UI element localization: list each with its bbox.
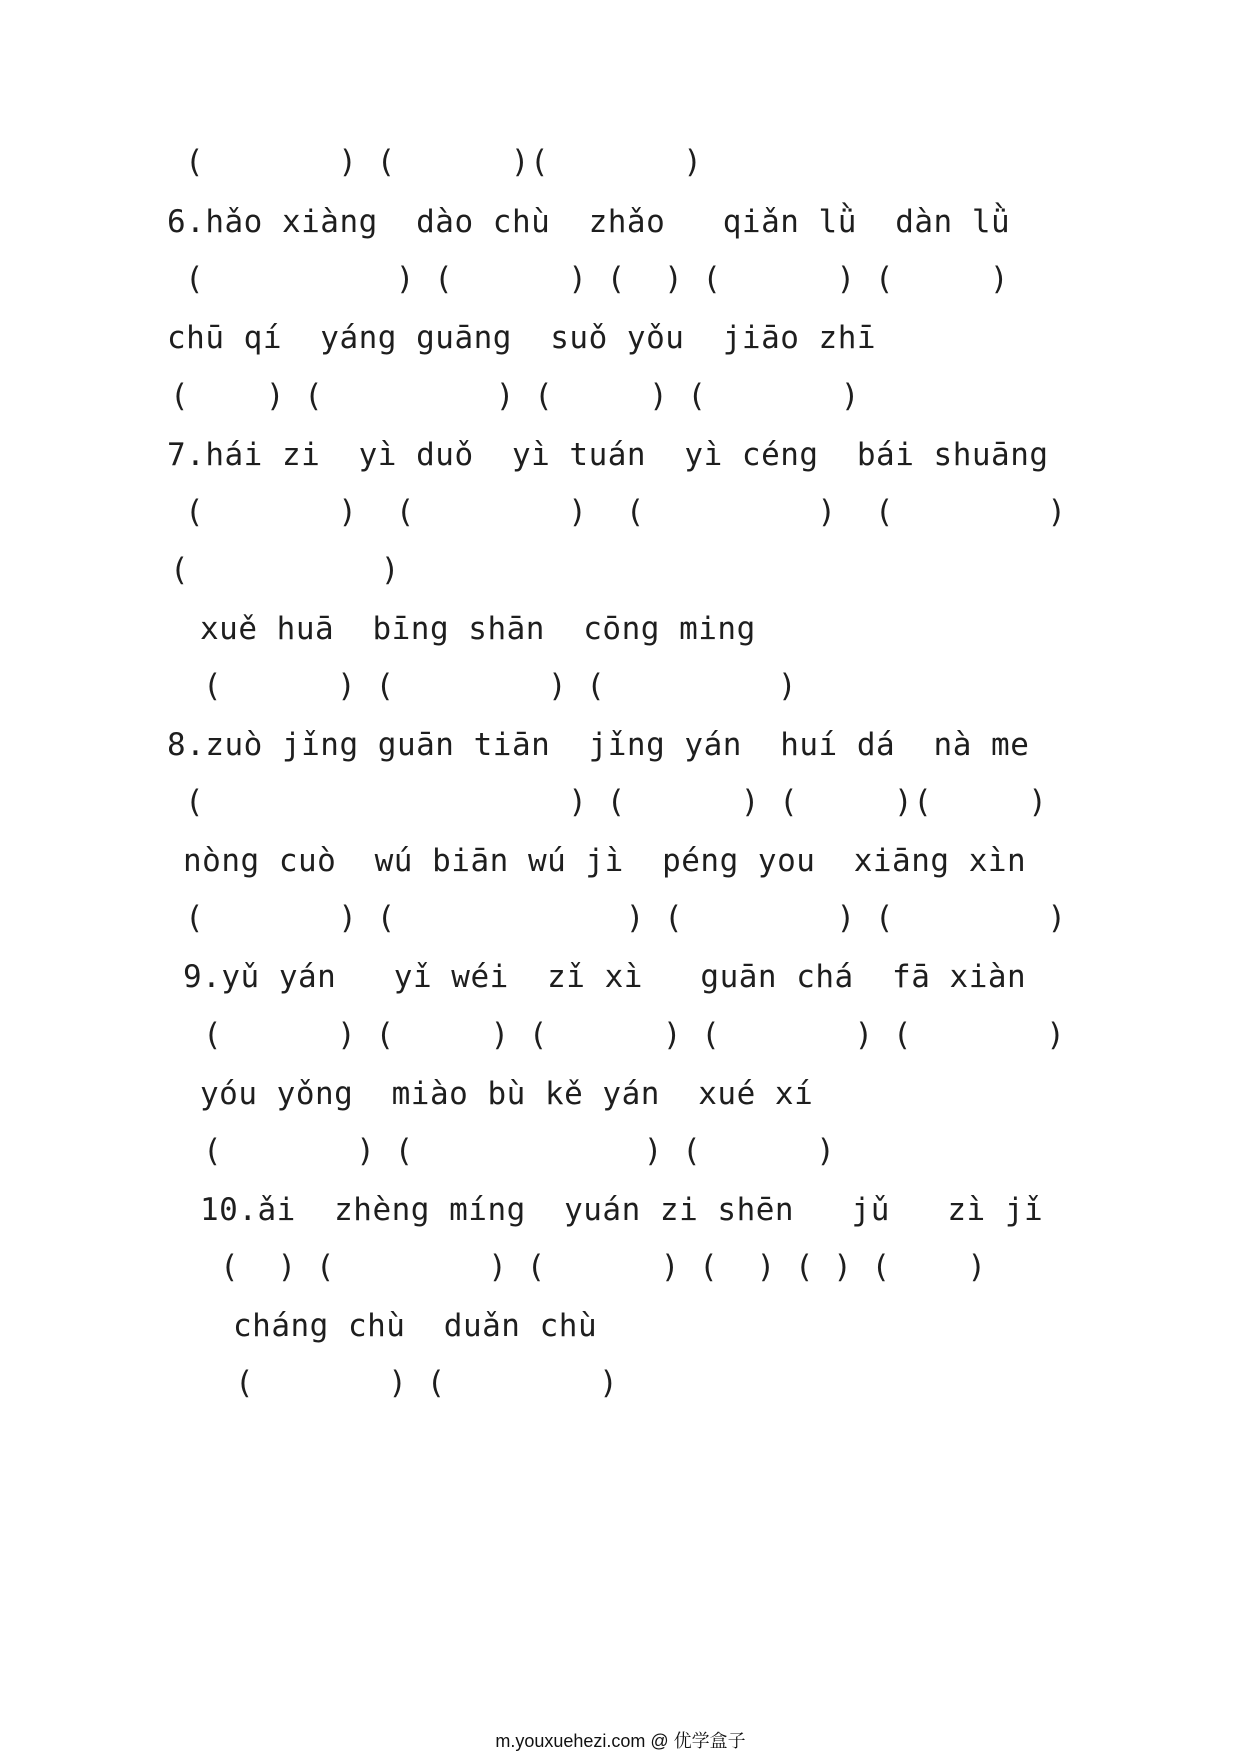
pinyin-line: nòng cuò wú biān wú jì péng you xiāng xìn — [183, 843, 1027, 879]
footer-watermark: m.youxuehezi.com @ 优学盒子 — [495, 1731, 746, 1751]
answer-line: ( ) ( ) ( ) — [203, 1133, 836, 1169]
answer-line: ( ) ( ) ( ) ( ) — [170, 378, 860, 414]
answer-line: ( ) ( ) ( ) ( ) ( ) ( ) — [220, 1249, 987, 1285]
pinyin-line: 10.ǎi zhèng míng yuán zi shēn jǔ zì jǐ — [200, 1192, 1044, 1228]
answer-line: ( ) ( ) ( ) ( ) — [185, 900, 1067, 936]
answer-line: ( ) ( ) ( ) — [203, 668, 798, 704]
pinyin-line: chū qí yáng guāng suǒ yǒu jiāo zhī — [167, 320, 877, 356]
pinyin-line: cháng chù duǎn chù — [233, 1308, 598, 1344]
answer-line: ( ) ( ) — [235, 1365, 619, 1401]
pinyin-line: yóu yǒng miào bù kě yán xué xí — [200, 1076, 814, 1112]
pinyin-line: 9.yǔ yán yǐ wéi zǐ xì guān chá fā xiàn — [183, 959, 1027, 995]
pinyin-line: xuě huā bīng shān cōng ming — [200, 611, 756, 647]
pinyin-line: 6.hǎo xiàng dào chù zhǎo qiǎn lǜ dàn lǜ — [167, 204, 1011, 240]
answer-line: ( ) ( ) ( )( ) — [185, 784, 1048, 820]
answer-line: ( ) — [170, 552, 400, 588]
pinyin-line: 8.zuò jǐng guān tiān jǐng yán huí dá nà me — [167, 727, 1030, 763]
answer-line: ( ) ( )( ) — [185, 144, 703, 180]
pinyin-line: 7.hái zi yì duǒ yì tuán yì céng bái shuāng — [167, 437, 1049, 473]
answer-line: ( ) ( ) ( ) ( ) ( ) — [203, 1017, 1066, 1053]
answer-line: ( ) ( ) ( ) ( ) ( ) — [185, 261, 1010, 297]
answer-line: ( ) ( ) ( ) ( ) — [185, 494, 1067, 530]
